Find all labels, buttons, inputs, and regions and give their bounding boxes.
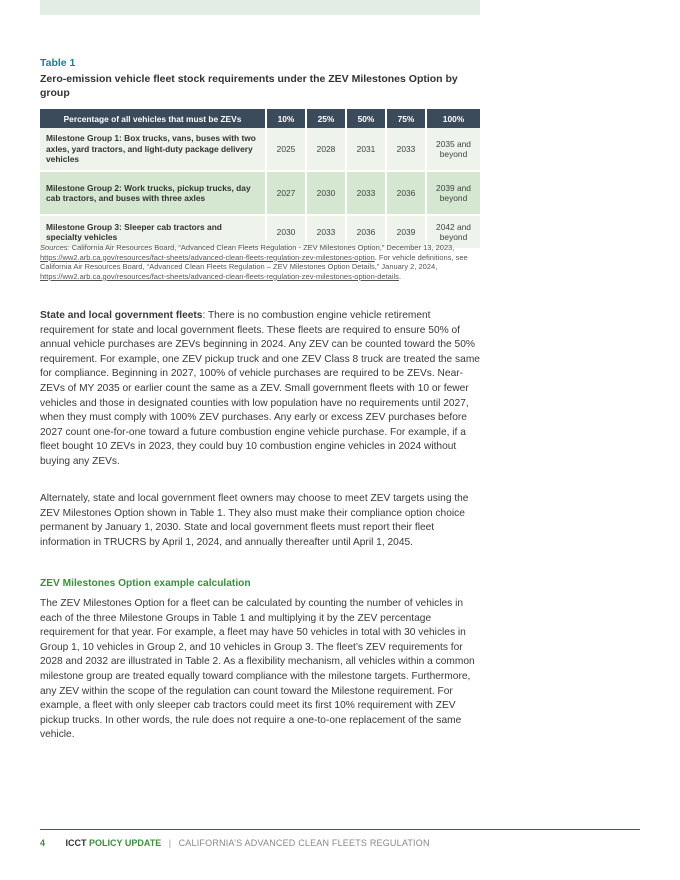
page-footer [40,838,430,848]
milestone-group-cell: Milestone Group 3: Sleeper cab tractors and specialty vehicles [40,215,266,249]
year-cell: 2033 [386,128,426,171]
table-title: Zero-emission vehicle fleet stock requirements under the ZEV Milestones Option by group [40,73,458,99]
footer-series-title: CALIFORNIA’S ADVANCED CLEAN FLEETS REGULATION [178,838,430,848]
table-row [40,171,480,215]
top-shaded-band [40,0,480,15]
table-header-row [40,109,480,128]
header-cell-10: 10% [266,109,306,128]
sources-text: . For vehicle definitions, see California Air Resources Board, “Advanced Clean Fleets Regulation – ZEV Milestones Option Details,” January 2, 2024, [40,252,468,272]
year-cell: 2025 [266,128,306,171]
page-number: 4 [40,838,46,848]
paragraph-alternate-option: Alternately, state and local government fleet owners may choose to meet ZEV targets using the ZEV Milestones Option shown in Table 1. They also must make their compliance option choice permanent by January 1, 2030. State and local government fleets must report their fleet information in TRUCRS by April 1, 2024, and annually thereafter until April 1, 2045. [40,493,469,548]
header-cell-25: 25% [306,109,346,128]
header-cell-75: 75% [386,109,426,128]
year-cell: 2027 [266,171,306,215]
year-cell: 2036 [386,171,426,215]
year-cell: 2030 [266,215,306,249]
year-cell: 2039 and beyond [426,171,480,215]
section-heading: ZEV Milestones Option example calculation [40,578,251,589]
milestone-group-cell: Milestone Group 2: Work trucks, pickup trucks, day cab tractors, and buses with three axles [40,171,266,215]
year-cell: 2033 [346,171,386,215]
sources-text: . [398,271,402,281]
header-cell-50: 50% [346,109,386,128]
footer-org: ICCT [65,838,87,848]
zev-milestones-table [40,109,480,250]
sources-text: California Air Resources Board, “Advanced Clean Fleets Regulation - ZEV Milestones Option,” December 13, 2023, [71,243,455,252]
year-cell: 2042 and beyond [426,215,480,249]
footer-divider [40,829,640,830]
paragraph-government-fleets [40,309,480,470]
year-cell: 2039 [386,215,426,249]
paragraph-lead-in: State and local government fleets [40,310,203,321]
sources-label: Sources: [40,243,70,252]
table-label: Table 1 [40,57,76,69]
table-sources-note [40,243,480,281]
header-cell-100: 100% [426,109,480,128]
sources-link-milestones-option[interactable]: https://ww2.arb.ca.gov/resources/fact-sheets/advanced-clean-fleets-regulation-zev-milestones-option [40,252,375,262]
year-cell: 2033 [306,215,346,249]
year-cell: 2030 [306,171,346,215]
paragraph-text: : There is no combustion engine vehicle retirement requirement for state and local government fleets. These fleets are required to ensure 50% of annual vehicle purchases are ZEVs beginning in 2024. Any ZEV can be counted toward the 50% requirement. For example, one ZEV pickup truck and one ZEV Class 8 truck are treated the same for compliance. Beginning in 2027, 100% of vehicle purchases are required to be ZEVs. Near-ZEVs of MY 2035 or earlier count the same as a ZEV. Small government fleets with 10 or fewer vehicles and those in designated counties with low population have no requirements until 2027, when they must comply with 100% ZEV purchases. Any early or excess ZEV purchases before 2027 count one-for-one toward a future combustion engine vehicle purchase. For example, if a fleet bought 10 ZEVs in 2023, they could buy 10 combustion engine vehicles in 2024 without buying any ZEVs. [40,310,480,467]
table-row [40,128,480,171]
footer-separator: | [168,838,172,848]
year-cell: 2031 [346,128,386,171]
year-cell: 2028 [306,128,346,171]
sources-link-milestones-details[interactable]: https://ww2.arb.ca.gov/resources/fact-sheets/advanced-clean-fleets-regulation-zev-milestones-option-details [40,271,399,281]
header-cell-percentage: Percentage of all vehicles that must be ZEVs [40,109,266,128]
paragraph-example-calculation: The ZEV Milestones Option for a fleet can be calculated by counting the number of vehicles in each of the three Milestone Groups in Table 1 and multiplying it by the ZEV percentage requirement for that year. For example, a fleet may have 50 vehicles in total with 30 vehicles in Group 1, 10 vehicles in Group 2, and 10 vehicles in Group 3. The fleet’s ZEV requirements for 2028 and 2032 are illustrated in Table 2. As a flexibility mechanism, all vehicles within a common milestone group are treated equally toward compliance with the milestone targets. Furthermore, any ZEV within the scope of the regulation can count toward the Milestone requirement. For example, a fleet with only sleeper cab tractors could meet its first 10% requirement with ZEV pickup trucks. In other words, the rule does not require a one-to-one replacement of the same vehicle. [40,598,475,741]
year-cell: 2036 [346,215,386,249]
year-cell: 2035 and beyond [426,128,480,171]
milestone-group-cell: Milestone Group 1: Box trucks, vans, buses with two axles, yard tractors, and light-duty package delivery vehicles [40,128,266,171]
footer-doc-type: POLICY UPDATE [89,838,162,848]
